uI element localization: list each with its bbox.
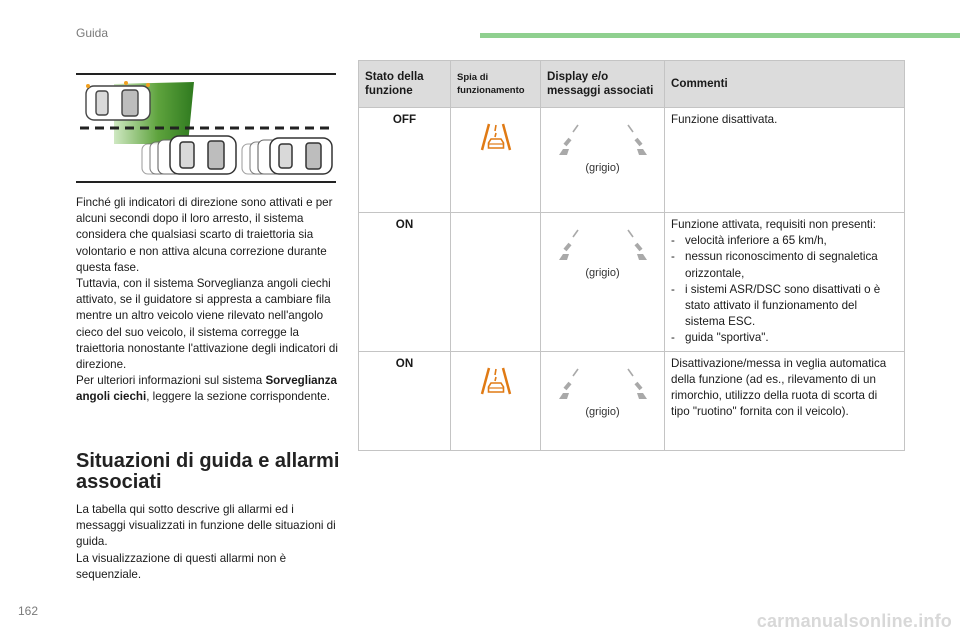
watermark: carmanualsonline.info — [756, 611, 952, 631]
comment-cell — [665, 213, 905, 352]
body-text — [76, 195, 338, 406]
comment-cell: Disattivazione/messa in veglia automatica della funzione (ad es., rilevamento di un rimorchio, utilizzo della ruota di scorta di tipo "ruotino" fornita con il veicolo). — [665, 351, 905, 450]
page-header-title: Guida — [76, 26, 109, 40]
lane-keeping-warning-icon — [479, 366, 513, 396]
blind-spot-reference: Sorveglianza angoli ciechi — [76, 374, 337, 404]
list-item: - velocità inferiore a 65 km/h, — [671, 233, 898, 249]
lamp-cell — [451, 351, 541, 450]
header-display: Display e/o messaggi associati — [541, 61, 665, 108]
header-accent-bar — [480, 33, 960, 38]
section-title: Situazioni di guida e allarmi associati — [76, 450, 340, 493]
table-header-row — [359, 61, 905, 108]
requirements-list — [671, 233, 898, 346]
display-label-grey: (grigio) — [585, 267, 620, 279]
paragraph-direction-indicators: Finché gli indicatori di direzione sono attivati e per alcuni secondi dopo il loro arresto, il sistema considera che qualsiasi scarto di traiettoria sia volontario e non attiva alcuna correzione durante questa fase. — [76, 196, 333, 274]
display-cell — [541, 108, 665, 213]
list-item: - nessun riconoscimento di segnaletica orizzontale, — [671, 249, 898, 281]
paragraph-blind-spot-correction: Tuttavia, con il sistema Sorveglianza angoli ciechi attivato, se il guidatore si appresta a cambiare fila mentre un altro veicolo viene rilevato nell'angolo cieco del suo veicolo, il sistema corregge la traiettoria nonostante l'attivazione degli indicatori di direzione. — [76, 277, 338, 372]
display-label-grey: (grigio) — [585, 405, 620, 418]
header-warning-lamp: Spia di funzionamento — [451, 61, 541, 108]
lane-keeping-warning-icon — [479, 122, 513, 152]
table-row — [359, 351, 905, 450]
lamp-cell — [451, 108, 541, 213]
comment-cell: Funzione disattivata. — [665, 108, 905, 213]
display-cell — [541, 351, 665, 450]
intro-paragraph-table: La tabella qui sotto descrive gli allarmi ed i messaggi visualizzati in funzione delle situazioni di guida. — [76, 503, 336, 549]
grey-lane-lines-icon — [558, 366, 648, 400]
state-cell: ON — [359, 351, 451, 450]
more-info-text-end: , leggere la sezione corrispondente. — [146, 390, 330, 404]
lamp-cell — [451, 213, 541, 352]
display-label-grey: (grigio) — [585, 162, 620, 174]
comment-intro: Funzione attivata, requisiti non presenti: — [671, 218, 876, 231]
section-intro — [76, 502, 338, 583]
header-comments: Commenti — [665, 61, 905, 108]
list-item: - i sistemi ASR/DSC sono disattivati o è stato attivato il funzionamento del sistema ESC. — [671, 282, 898, 331]
table-row — [359, 213, 905, 352]
header-state: Stato della funzione — [359, 61, 451, 108]
paragraph-more-info — [76, 373, 338, 405]
page-number: 162 — [18, 604, 39, 618]
state-cell: ON — [359, 213, 451, 352]
blind-spot-lane-change-illustration — [76, 72, 336, 184]
list-item: - guida "sportiva". — [671, 330, 898, 346]
table-row — [359, 108, 905, 213]
display-cell — [541, 213, 665, 352]
more-info-text: Per ulteriori informazioni sul sistema — [76, 374, 266, 388]
intro-paragraph-sequence: La visualizzazione di questi allarmi non è sequenziale. — [76, 551, 287, 581]
alerts-table — [358, 60, 905, 451]
grey-lane-lines-icon — [558, 122, 648, 156]
state-cell: OFF — [359, 108, 451, 213]
grey-lane-lines-icon — [558, 227, 648, 261]
